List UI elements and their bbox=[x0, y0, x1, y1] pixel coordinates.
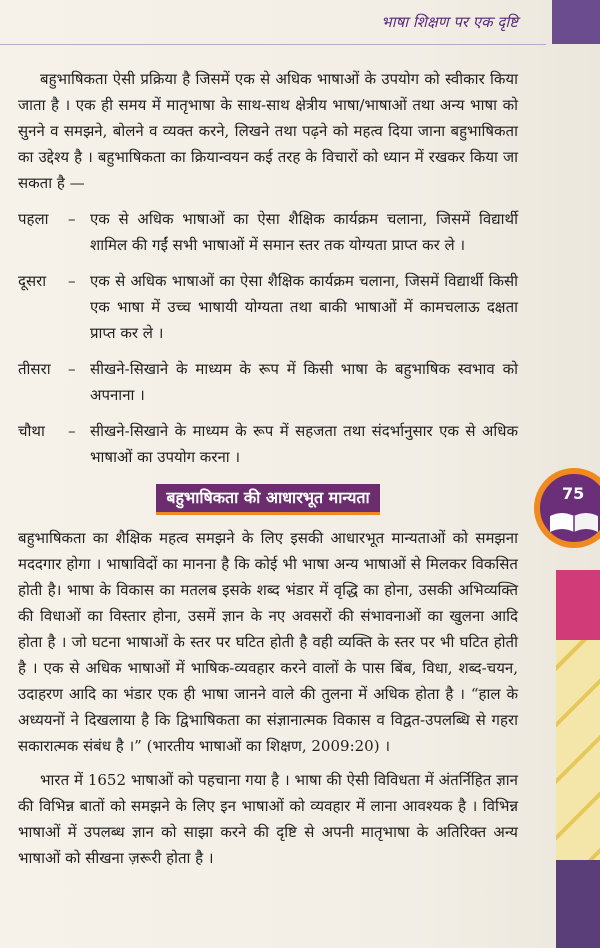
item-text: सीखने-सिखाने के माध्यम के रूप में किसी भाषा के बहुभाषिक स्वभाव को अपनाना । bbox=[90, 360, 518, 404]
item-dash: – bbox=[68, 272, 76, 290]
item-text: एक से अधिक भाषाओं का ऐसा शैक्षिक कार्यक्रम चलाना, जिसमें विद्यार्थी शामिल की गईं सभी भाषाओं में समान स्तर तक योग्यता प्राप्त कर ले । bbox=[90, 210, 518, 254]
list-item bbox=[18, 268, 518, 346]
section-paragraph: भारत में 1652 भाषाओं को पहचाना गया है । भाषा की ऐसी विविधता में अंतर्निहित ज्ञान की विभिन्न बातों को समझने के लिए इन भाषाओं को व्यवहार में लाना आवश्यक है । विभिन्न भाषाओं में उपलब्ध ज्ञान को साझा करने की दृष्टि से अपनी मातृभाषा के अतिरिक्त अन्य भाषाओं को सीखना ज़रूरी होता है । bbox=[18, 771, 518, 867]
item-label: पहला bbox=[18, 210, 49, 228]
intro-paragraph: बहुभाषिकता ऐसी प्रक्रिया है जिसमें एक से अधिक भाषाओं के उपयोग को स्वीकार किया जाता है । एक ही समय में मातृभाषा के साथ-साथ क्षेत्रीय भाषा/भाषाओं तथा अन्य भाषा को सुनने व समझने, बोलने व व्यक्त करने, लिखने तथा पढ़ने को महत्व दिया जाना बहुभाषिकता का उद्देश्य है । बहुभाषिकता का क्रियान्वयन कई तरह के विचारों को ध्यान में रखकर किया जा सकता है — bbox=[18, 70, 518, 192]
item-text: सीखने-सिखाने के माध्यम के रूप में सहजता तथा संदर्भानुसार एक से अधिक भाषाओं का उपयोग करना । bbox=[90, 422, 518, 466]
running-header bbox=[0, 0, 600, 48]
list-item bbox=[18, 206, 518, 258]
section-heading: बहुभाषिकता की आधारभूत मान्यता bbox=[156, 484, 379, 515]
item-dash: – bbox=[68, 210, 76, 228]
item-text: एक से अधिक भाषाओं का ऐसा शैक्षिक कार्यक्रम चलाना, जिसमें विद्यार्थी किसी एक भाषा में उच्च भाषायी योग्यता तथा बाकी भाषाओं में कामचलाऊ दक्षता प्राप्त कर ले । bbox=[90, 272, 518, 342]
section-heading-wrap bbox=[18, 484, 518, 515]
side-bar-pink bbox=[556, 570, 600, 640]
item-label: चौथा bbox=[18, 422, 45, 440]
page-content bbox=[18, 66, 518, 879]
page-number: 75 bbox=[562, 484, 585, 503]
section-paragraph: बहुभाषिकता का शैक्षिक महत्व समझने के लिए इसकी आधारभूत मान्यताओं को समझना मददगार होगा । भाषाविदों का मानना है कि कोई भी भाषा अन्य भाषाओं से मिलकर विकसित होती है। भाषा के विकास का मतलब इसके शब्द भंडार में वृद्धि का होना, उसकी अभिव्यक्ति की विधाओं का विस्तार होना, उसमें ज्ञान के नए अवसरों की संभावनाओं का खुलना आदि होता है । जो घटना भाषाओं के स्तर पर घटित होती है वही व्यक्ति के स्तर पर भी घटित होती है । एक से अधिक भाषाओं में भाषिक-व्यवहार करने वालों के पास बिंब, विधा, शब्द-चयन, उदाहरण आदि का भंडार एक ही भाषा जानने वाले की तुलना में अधिक होता है । “हाल के अध्ययनों ने दिखलाया है कि द्विभाषिकता का संज्ञानात्मक विकास व विद्वत-उपलब्धि से गहरा सकारात्मक संबंध है ।” (भारतीय भाषाओं का शिक्षण, 2009:20) । bbox=[18, 529, 518, 755]
side-bar-pattern bbox=[556, 640, 600, 860]
item-label: तीसरा bbox=[18, 360, 51, 378]
side-bar-purple bbox=[556, 860, 600, 948]
list-item bbox=[18, 356, 518, 408]
item-label: दूसरा bbox=[18, 272, 47, 290]
item-dash: – bbox=[68, 360, 76, 378]
page-number-badge bbox=[534, 468, 600, 548]
header-title: भाषा शिक्षण पर एक दृष्टि bbox=[381, 13, 518, 31]
item-dash: – bbox=[68, 422, 76, 440]
list-item bbox=[18, 418, 518, 470]
open-book-icon bbox=[546, 510, 600, 534]
header-tab-decoration bbox=[552, 0, 600, 44]
header-rule bbox=[0, 44, 546, 45]
